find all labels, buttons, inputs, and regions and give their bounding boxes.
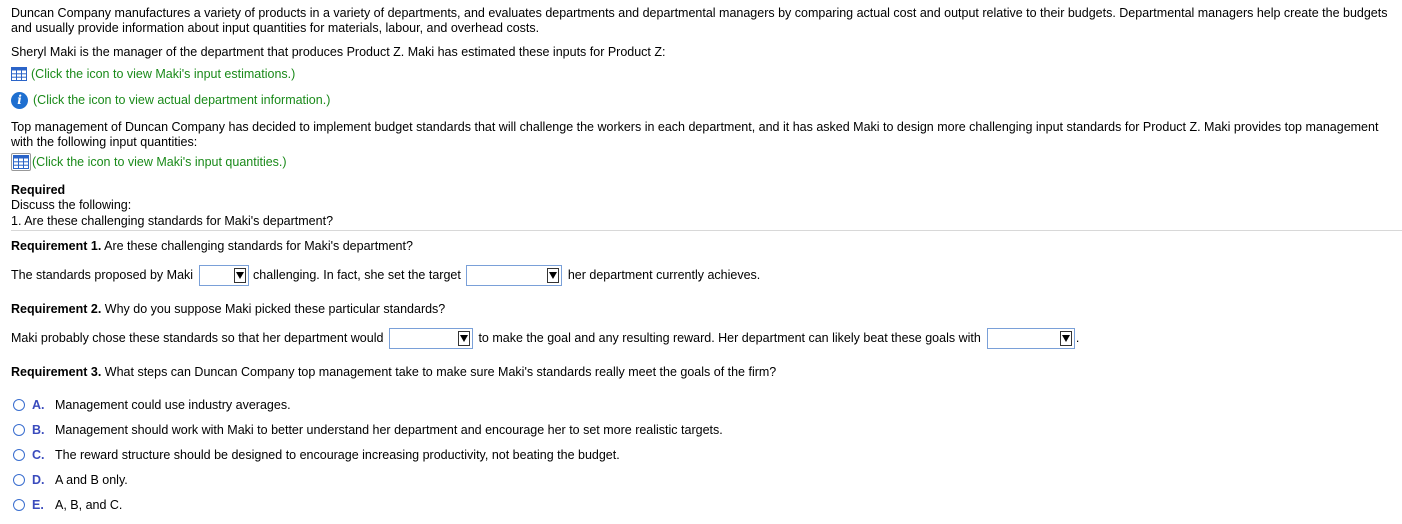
table-icon[interactable]: [11, 67, 27, 81]
input-estimations-link[interactable]: (Click the icon to view Maki's input estimations.): [31, 67, 296, 81]
chevron-down-icon[interactable]: [547, 268, 559, 283]
option-e[interactable]: E. A, B, and C.: [11, 498, 122, 512]
req2-text-a: Maki probably chose these standards so that her department would: [11, 331, 384, 345]
option-d[interactable]: D. A and B only.: [11, 473, 128, 487]
radio-e[interactable]: [13, 499, 25, 511]
option-b[interactable]: B. Management should work with Maki to better understand her department and encourage her to set more realistic targets.: [11, 423, 723, 437]
requirement-2-answer: [11, 326, 1079, 350]
requirement-1-answer: [11, 263, 760, 287]
intro-paragraph-3: Top management of Duncan Company has decided to implement budget standards that will challenge the workers in each department, and it has asked Maki to design more challenging input standards for Product Z. Maki provides top management with the following input quantities:: [11, 120, 1379, 149]
required-discuss: Discuss the following:: [11, 198, 132, 212]
chevron-down-icon[interactable]: [1060, 331, 1072, 346]
option-d-text[interactable]: A and B only.: [55, 473, 128, 487]
info-icon[interactable]: i: [11, 92, 28, 109]
req1-select-2[interactable]: [466, 265, 562, 286]
divider: [11, 230, 1402, 231]
requirement-1-heading: Requirement 1. Are these challenging standards for Maki's department?: [11, 239, 413, 253]
table-icon[interactable]: [13, 155, 29, 169]
required-item-1: 1. Are these challenging standards for Maki's department?: [11, 214, 334, 228]
option-a-text[interactable]: Management could use industry averages.: [55, 398, 291, 412]
option-b-text[interactable]: Management should work with Maki to better understand her department and encourage her to set more realistic targets.: [55, 423, 723, 437]
option-e-text[interactable]: A, B, and C.: [55, 498, 123, 512]
chevron-down-icon[interactable]: [458, 331, 470, 346]
required-heading: Required: [11, 183, 66, 197]
option-a[interactable]: A. Management could use industry averages.: [11, 398, 291, 412]
chevron-down-icon[interactable]: [234, 268, 246, 283]
req2-text-b: to make the goal and any resulting reward. Her department can likely beat these goals with: [478, 331, 981, 345]
req2-select-1[interactable]: [389, 328, 473, 349]
req2-select-2[interactable]: [987, 328, 1075, 349]
input-quantities-link-row[interactable]: [11, 153, 287, 171]
requirement-3-heading: Requirement 3. What steps can Duncan Company top management take to make sure Maki's standards really meet the goals of the firm?: [11, 365, 777, 379]
req2-text-c: .: [1075, 331, 1080, 345]
radio-d[interactable]: [13, 474, 25, 486]
intro-paragraph-1: Duncan Company manufactures a variety of products in a variety of departments, and evaluates departments and departmental managers by comparing actual cost and output relative to their budgets. Departmental managers help create the budgets and usually provide information about input quantities for materials, labour, and overhead costs.: [11, 6, 1388, 35]
input-estimations-link-row[interactable]: [11, 65, 295, 83]
actual-info-link-row[interactable]: [11, 91, 330, 109]
table-icon-focused[interactable]: [11, 153, 31, 171]
requirement-2-heading: Requirement 2. Why do you suppose Maki picked these particular standards?: [11, 302, 446, 316]
input-quantities-link[interactable]: (Click the icon to view Maki's input quantities.): [32, 155, 287, 169]
actual-info-link[interactable]: (Click the icon to view actual department information.): [33, 93, 331, 107]
radio-a[interactable]: [13, 399, 25, 411]
req1-text-a: The standards proposed by Maki: [11, 268, 194, 282]
intro-paragraph-2: Sheryl Maki is the manager of the department that produces Product Z. Maki has estimated these inputs for Product Z:: [11, 45, 666, 59]
option-c[interactable]: C. The reward structure should be designed to encourage increasing productivity, not beating the budget.: [11, 448, 620, 462]
radio-b[interactable]: [13, 424, 25, 436]
radio-c[interactable]: [13, 449, 25, 461]
req1-text-c: her department currently achieves.: [567, 268, 761, 282]
req1-text-b: challenging. In fact, she set the target: [253, 268, 461, 282]
req1-select-1[interactable]: [199, 265, 249, 286]
option-c-text[interactable]: The reward structure should be designed to encourage increasing productivity, not beating the budget.: [55, 448, 620, 462]
